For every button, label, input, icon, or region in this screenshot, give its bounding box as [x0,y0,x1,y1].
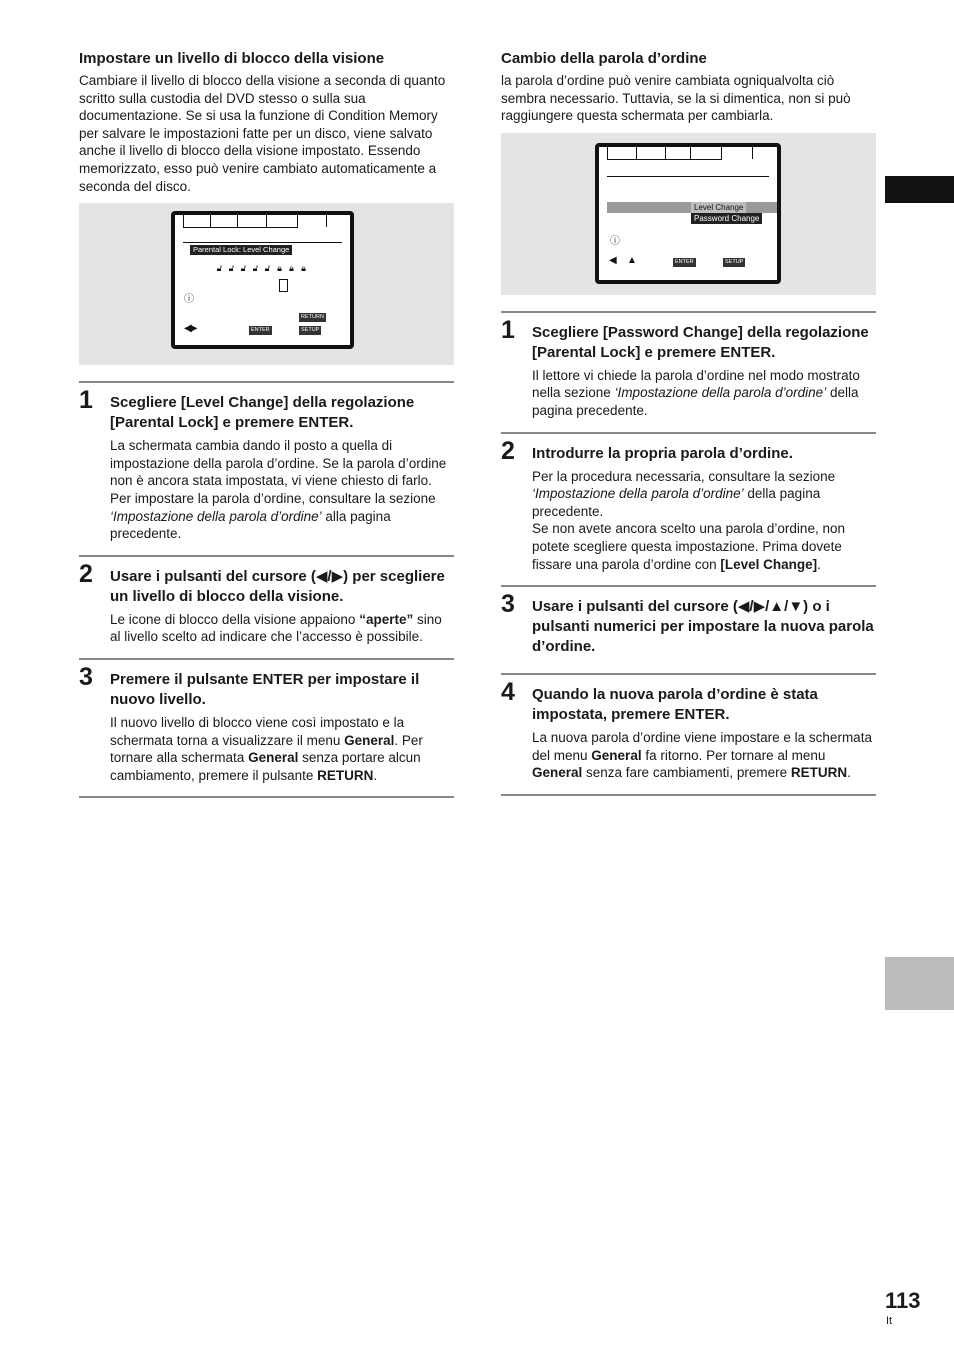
step-number: 1 [79,386,93,415]
section-end-rule [501,794,876,796]
figure-level-change [79,203,454,365]
chapter-tab-gray [885,957,954,1010]
open-lock-icon: 🔓︎ [240,263,247,274]
step-heading: Usare i pulsanti del cursore (◀/▶/▲/▼) o i pulsanti numerici per impostare la nuova parola d’ordine. [532,598,874,656]
tv-tab [237,215,267,228]
intro-password: la parola d’ordine può venire cambiata ogniqualvolta ciò sembra necessario. Tuttavia, se la si dimentica, non si può raggiungere questa schermata per cambiarla. [501,73,851,124]
step-right-2 [501,432,876,586]
enter-key: ENTER [675,258,694,265]
tv-tab [210,215,238,228]
figure-password-change [501,133,876,295]
right-column [501,50,876,796]
tv-tabs [607,147,752,160]
lock-icons [215,263,308,273]
menu-item-password-change: Password Change [691,213,762,224]
tv-tab [266,215,298,228]
tv-tab [183,215,211,228]
step-heading: Scegliere [Level Change] della regolazione [Parental Lock] e premere ENTER. [110,394,415,432]
up-arrow-icon: ▲ [627,254,635,266]
setup-key: SETUP [301,327,320,334]
step-left-3 [79,658,454,796]
tv-tab [665,147,691,160]
tv-screen [595,143,781,284]
step-body: Se non avete ancora scelto una parola d’ordine, non potete scegliere questa impostazione. Prima dovete fissare una parola d’ordine con [Level Change]. [532,521,845,572]
tv-tabs [183,215,326,228]
tv-tab [690,147,722,160]
tv-tab-active [297,215,327,227]
step-body: Le icone di blocco della visione appaiono “aperte” sino al livello scelto ad indicare che l’accesso è possibile. [110,611,442,645]
step-number: 1 [501,315,515,344]
left-arrow-icon: ◀ [609,254,615,266]
step-heading: Quando la nuova parola d’ordine è stata impostata, premere ENTER. [532,686,818,724]
page-number: 113 [885,1288,921,1313]
step-body: La nuova parola d’ordine viene impostare e la schermata del menu General fa ritorno. Per tornare al menu General senza fare cambiamenti, premere RETURN. [532,730,872,781]
section-title-password: Cambio della parola d’ordine [501,50,707,67]
step-heading: Introdurre la propria parola d’ordine. [532,444,793,462]
step-right-3 [501,585,876,673]
info-icon: ⓘ [184,294,194,306]
info-icon: ⓘ [610,235,620,247]
step-left-1 [79,381,454,555]
left-column [79,50,454,798]
intro-level: Cambiare il livello di blocco della visione a seconda di quanto scritto sulla custodia del DVD stesso o sulla sua documentazione. Se si usa la funzione di Condition Memory per salvare le impostazioni fatte per un disco, viene salvato anche il livello di blocco della visione impostato. Essendo memorizzato, esso può venire cambiato automaticamente a seconda del disco. [79,73,446,194]
step-right-4 [501,673,876,794]
step-number: 3 [501,590,515,619]
chapter-tab-dark [885,176,954,203]
step-number: 3 [79,662,93,691]
closed-lock-icon: 🔒︎ [277,263,282,274]
setup-key: SETUP [725,258,744,265]
open-lock-icon: 🔓︎ [264,263,271,274]
closed-lock-icon: 🔒︎ [301,263,306,274]
return-key: RETURN [301,314,324,321]
step-number: 4 [501,678,515,707]
step-left-2 [79,555,454,658]
step-body: Il nuovo livello di blocco viene così impostato e la schermata torna a visualizzare il menu General. Per tornare alla schermata General senza portare alcun cambiamento, premere il pulsante RETURN. [110,714,423,783]
level-cursor [279,279,288,292]
step-heading: Premere il pulsante ENTER per impostare il nuovo livello. [110,670,420,708]
tv-screen [171,211,354,349]
open-lock-icon: 🔓︎ [252,263,259,274]
tv-tab [607,147,637,160]
enter-key: ENTER [251,327,270,334]
tv-tab [636,147,666,160]
open-lock-icon: 🔓︎ [216,263,223,274]
closed-lock-icon: 🔒︎ [289,263,294,274]
menu-item-level-change: Level Change [691,202,746,213]
step-heading: Usare i pulsanti del cursore (◀/▶) per scegliere un livello di blocco della visione. [110,567,445,605]
open-lock-icon: 🔓︎ [228,263,235,274]
step-number: 2 [501,436,515,465]
step-body: La schermata cambia dando il posto a quella di impostazione della parola d’ordine. Se la parola d’ordine non è ancora stata impostata, vi viene chiesto di farlo. Per impostare la parola d’ordine, consultare la sezione ‘Impostazione della parola d’ordine’ alla pagina precedente. [110,438,447,542]
tv-header-label: Parental Lock: Level Change [190,245,292,255]
step-number: 2 [79,559,93,588]
tv-tab-active [721,147,753,159]
section-title-level: Impostare un livello di blocco della visione [79,50,385,67]
step-right-1 [501,311,876,432]
tv-divider [607,176,769,177]
left-right-arrows-icon: ◀▶ [184,323,196,335]
step-body: Per la procedura necessaria, consultare la sezione ‘Impostazione della parola d’ordine’ della pagina precedente. [532,468,836,519]
step-heading: Scegliere [Password Change] della regolazione [Parental Lock] e premere ENTER. [532,323,869,361]
tv-divider [183,242,342,243]
page-language: It [886,1315,893,1327]
step-body: Il lettore vi chiede la parola d’ordine nel modo mostrato nella sezione ‘Impostazione della parola d’ordine’ della pagina precedente. [532,367,860,418]
section-end-rule [79,796,454,798]
